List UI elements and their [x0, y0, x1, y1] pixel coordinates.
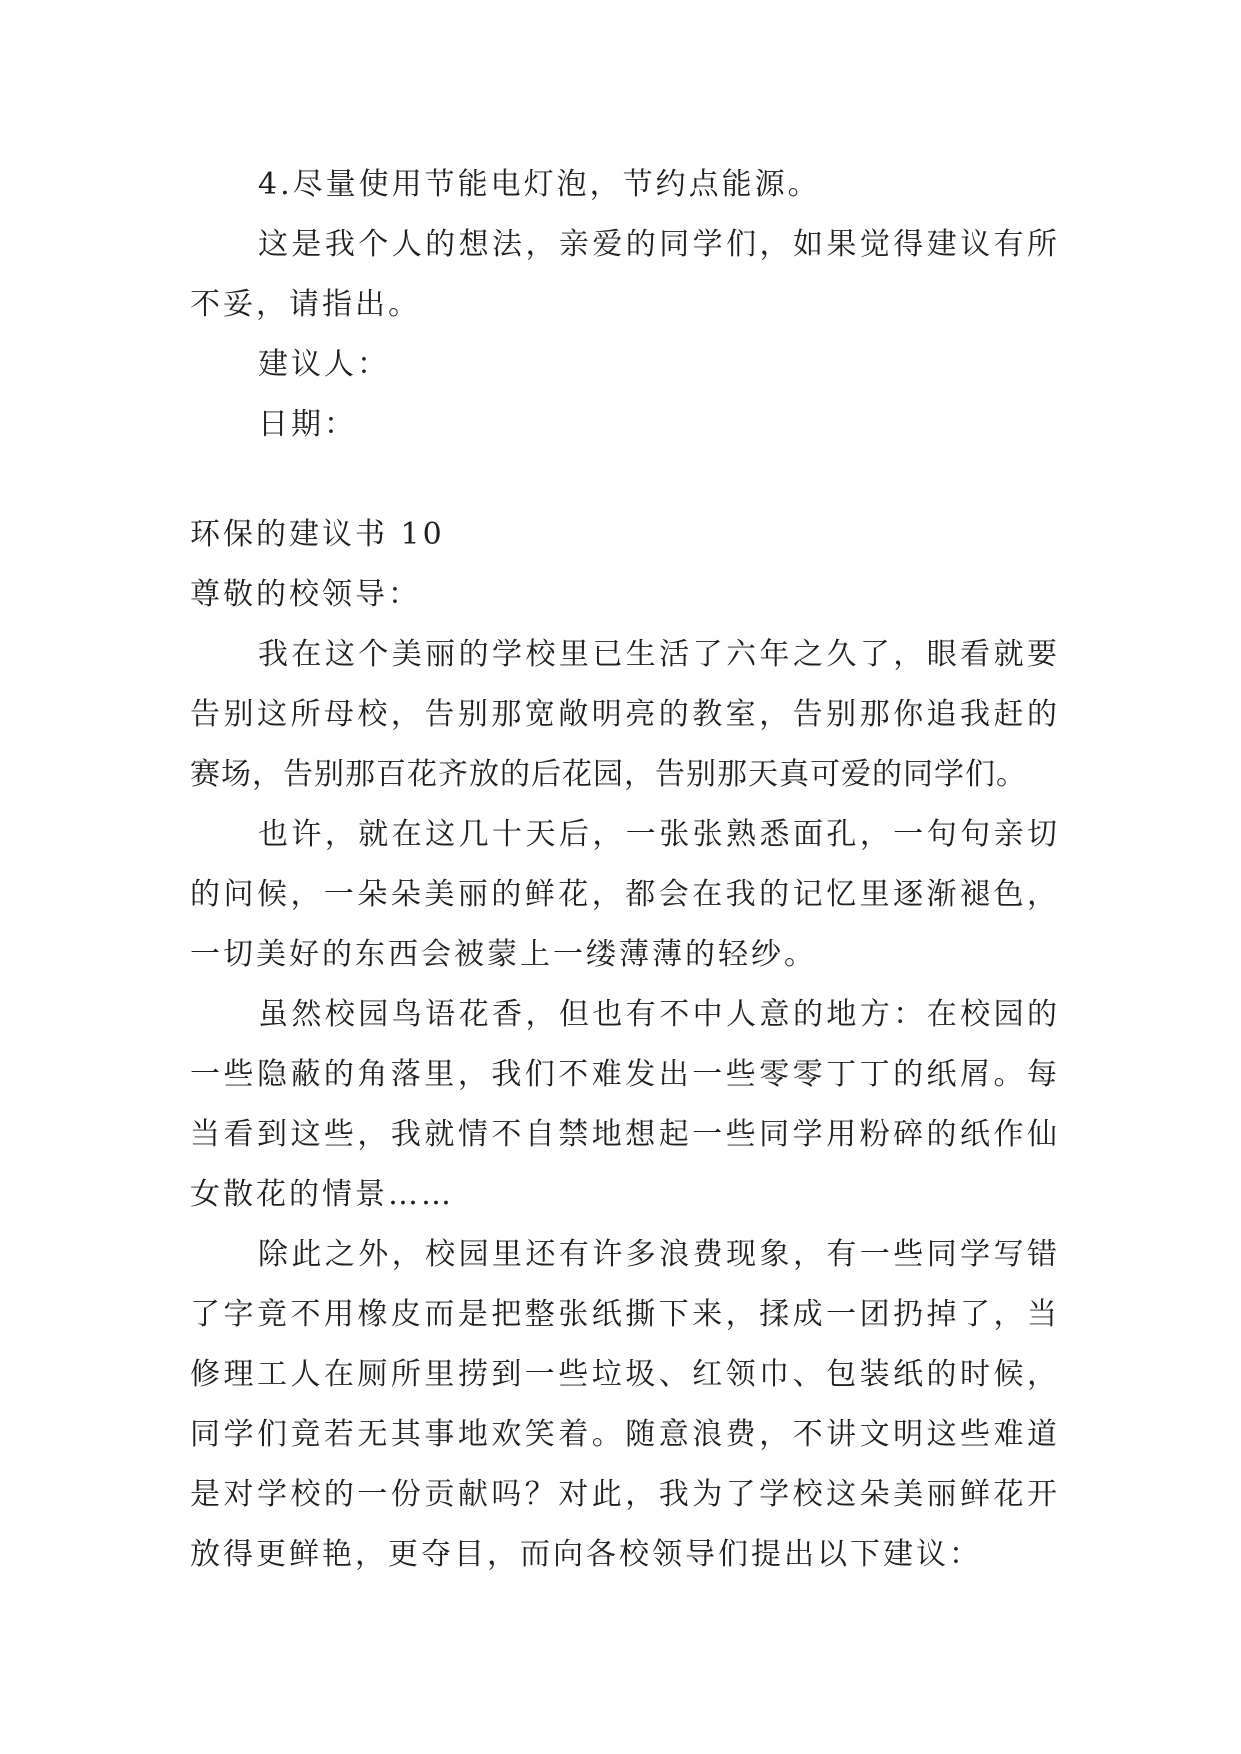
paragraph-line: 我在这个美丽的学校里已生活了六年之久了，眼看就要 [258, 637, 1060, 672]
proposer-label: 建议人： [258, 347, 390, 382]
suggestion-item-4: 4.尽量使用节能电灯泡，节约点能源。 [258, 167, 821, 202]
letter-title: 环保的建议书 10 [190, 517, 445, 552]
paragraph-line: 告别这所母校，告别那宽敞明亮的教室，告别那你追我赶的 [190, 697, 1060, 732]
closing-text-line-1: 这是我个人的想法，亲爱的同学们，如果觉得建议有所 [258, 227, 1060, 262]
date-label: 日期： [258, 407, 357, 442]
paragraph-line: 也许，就在这几十天后，一张张熟悉面孔，一句句亲切 [258, 817, 1060, 852]
paragraph-2 [190, 805, 1060, 985]
paragraph-line: 放得更鲜艳，更夺目，而向各校领导们提出以下建议： [190, 1537, 982, 1572]
paragraph-line: 除此之外，校园里还有许多浪费现象，有一些同学写错 [258, 1237, 1060, 1272]
paragraph-line: 修理工人在厕所里捞到一些垃圾、红领巾、包装纸的时候， [190, 1357, 1060, 1392]
paragraph-1 [190, 625, 1060, 805]
paragraph-line: 当看到这些，我就情不自禁地想起一些同学用粉碎的纸作仙 [190, 1117, 1060, 1152]
closing-text-line-2: 不妥，请指出。 [190, 287, 421, 322]
paragraph-line: 是对学校的一份贡献吗？对此，我为了学校这朵美丽鲜花开 [190, 1477, 1060, 1512]
paragraph-4 [190, 1225, 1060, 1585]
paragraph-line: 一切美好的东西会被蒙上一缕薄薄的轻纱。 [190, 937, 817, 972]
paragraph-line: 了字竟不用橡皮而是把整张纸撕下来，揉成一团扔掉了，当 [190, 1297, 1060, 1332]
previous-letter-ending [190, 155, 1060, 455]
paragraph-3 [190, 985, 1060, 1225]
paragraph-line: 赛场，告别那百花齐放的后花园，告别那天真可爱的同学们。 [190, 757, 1027, 792]
paragraph-line: 女散花的情景…… [190, 1177, 454, 1212]
paragraph-line: 的问候，一朵朵美丽的鲜花，都会在我的记忆里逐渐褪色， [190, 877, 1060, 912]
paragraph-line: 同学们竟若无其事地欢笑着。随意浪费，不讲文明这些难道 [190, 1417, 1060, 1452]
paragraph-line: 一些隐蔽的角落里，我们不难发出一些零零丁丁的纸屑。每 [190, 1057, 1060, 1092]
paragraph-line: 虽然校园鸟语花香，但也有不中人意的地方：在校园的 [258, 997, 1060, 1032]
letter-10 [190, 505, 1060, 1585]
salutation: 尊敬的校领导： [190, 577, 421, 612]
